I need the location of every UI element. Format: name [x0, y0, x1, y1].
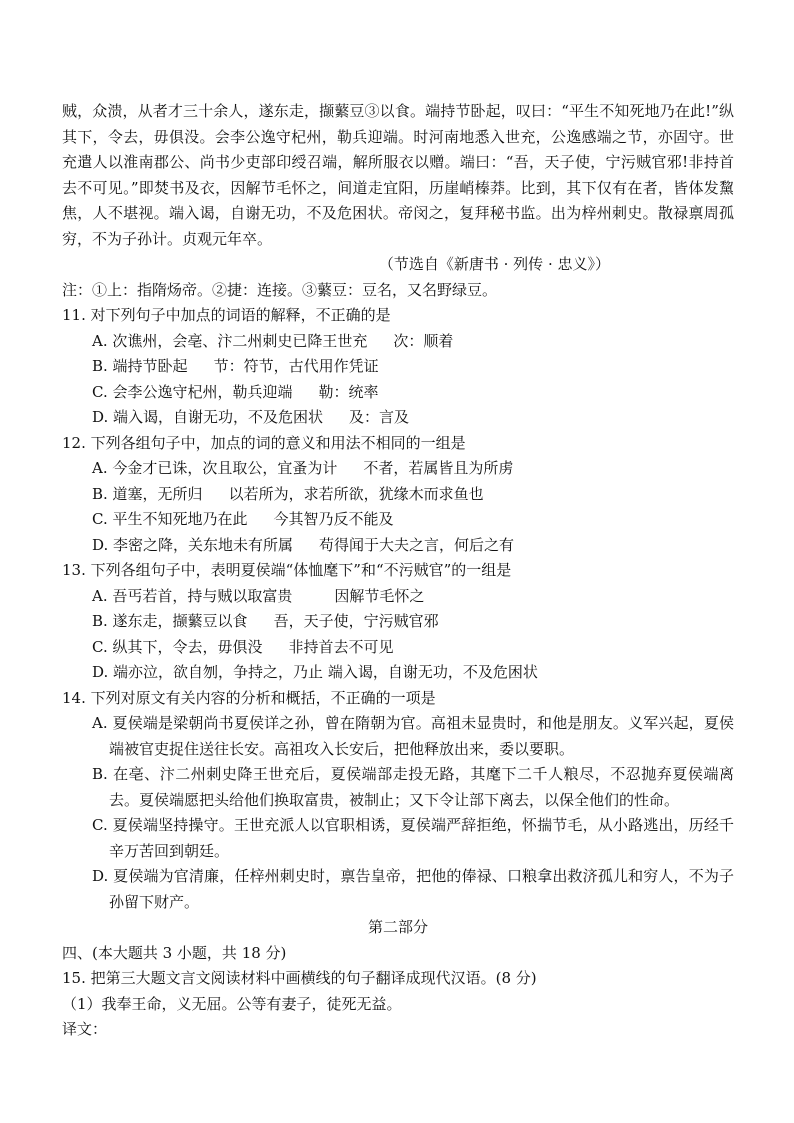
option-pair: 端入谒，自谢无功，不及危困状 [327, 663, 538, 681]
option-text: C. 平生不知死地乃在此 [92, 510, 248, 528]
option-pair: 非持首去不可见 [288, 637, 394, 656]
option-note: 及：言及 [349, 408, 410, 426]
question-14-option-d: D. 夏侯端为官清廉，任梓州刺史时，禀告皇帝，把他的俸禄、口粮拿出救济孤儿和穷人，不为子孙留下财产。 [92, 867, 734, 911]
option-text: A. 次谯州，会亳、汴二州刺史已降王世充 [92, 331, 368, 350]
question-12-option-d [62, 533, 734, 559]
question-11-option-a [62, 329, 734, 355]
question-11-option-c [62, 380, 734, 406]
option-text: D. 李密之降，关东地未有所属 [92, 535, 294, 554]
question-12-option-c [62, 507, 734, 533]
question-12-option-b [62, 482, 734, 508]
question-15-item-1: （1）我奉王命，义无屈。公等有妻子，徒死无益。 [62, 994, 402, 1013]
part-two-heading: 第二部分 [367, 918, 428, 936]
option-text: B. 遂东走，撷蘩豆以食 [92, 612, 248, 630]
option-text: A. 吾丐若首，持与贼以取富贵 [92, 586, 293, 605]
question-13-option-b [62, 609, 734, 635]
question-15-stem: 15. 把第三大题文言文阅读材料中画横线的句子翻译成现代汉语。(8 分) [62, 969, 537, 987]
question-14-option-b: B. 在亳、汴二州刺史降王世充后，夏侯端部走投无路，其麾下二千人粮尽，不忍抛弃夏侯端离去。夏侯端愿把头给他们换取富贵，被制止；又下令让部下离去，以保全他们的性命。 [92, 765, 734, 809]
option-text: A. 今金才已诛，次且取公，宜蚤为计 [92, 459, 338, 477]
option-pair: 不者，若属皆且为所虏 [363, 459, 514, 477]
option-text: B. 道塞，无所归 [92, 484, 203, 503]
question-14-option-c: C. 夏侯端坚持操守。王世充派人以官职相诱，夏侯端严辞拒绝，怀揣节毛，从小路逃出，历经千辛万苦回到朝廷。 [92, 816, 734, 860]
option-pair: 因解节毛怀之 [334, 586, 425, 605]
passage-paragraph: 贼，众溃，从者才三十余人，遂东走，撷蘩豆③以食。端持节卧起，叹曰：“平生不知死地乃在此!”纵其下，令去，毋俱没。会李公逸守杞州，勒兵迎端。时河南地悉入世充，公逸感端之节，亦固守。世充遣人以淮南郡公、尚书少吏部印绶召端，解所服衣以赠。端曰：“吾，天子使，宁污贼官邪!非持首去不可见。”即焚书及衣，因解节毛怀之，间道走宜阳，历崖峭榛莽。比到，其下仅有在者，皆体发黧焦，人不堪视。端入谒，自谢无功，不及危困状。帝闵之，复拜秘书监。出为梓州刺史。散禄禀周孤穷，不为子孙计。贞观元年卒。 [62, 102, 734, 248]
question-11-option-b [62, 354, 734, 380]
option-text: D. 端亦泣，欲自刎，争持之，乃止 [92, 663, 324, 681]
option-pair: 吾，天子使，宁污贼官邪 [273, 612, 439, 630]
option-note: 节：符节，古代用作凭证 [213, 357, 379, 375]
option-pair: 今其智乃反不能及 [273, 510, 394, 528]
question-13-stem: 13. 下列各组句子中，表明夏侯端“体恤麾下”和“不污贼官”的一组是 [62, 561, 512, 579]
option-text: C. 纵其下，令去，毋俱没 [92, 637, 263, 656]
question-13-option-c [62, 635, 734, 661]
option-text: C. 会李公逸守杞州，勒兵迎端 [92, 382, 293, 401]
question-11-option-d [62, 405, 734, 431]
question-12-option-a [62, 456, 734, 482]
question-14-option-a: A. 夏侯端是梁朝尚书夏侯详之孙，曾在隋朝为官。高祖未显贵时，和他是朋友。义军兴起，夏侯端被官吏捉住送往长安。高祖攻入长安后，把他释放出来，委以要职。 [92, 714, 734, 758]
option-text: B. 端持节卧起 [92, 357, 188, 375]
question-13-option-d [62, 660, 734, 686]
question-12-stem: 12. 下列各组句子中，加点的词的意义和用法不相同的一组是 [62, 433, 466, 452]
option-note: 次：顺着 [393, 331, 454, 350]
question-13-option-a [62, 584, 734, 610]
document-page [62, 99, 734, 1043]
question-14-stem: 14. 下列对原文有关内容的分析和概括，不正确的一项是 [62, 688, 436, 707]
translation-label: 译文： [62, 1020, 108, 1038]
option-text: D. 端入谒，自谢无功，不及危困状 [92, 408, 324, 426]
passage-source: （节选自《新唐书 · 列传 · 忠义》） [378, 255, 610, 273]
annotation-notes: 注：①上：指隋炀帝。②捷：连接。③蘩豆：豆名，又名野绿豆。 [62, 280, 498, 299]
option-note: 勒：统率 [318, 382, 379, 401]
option-pair: 以若所为，求若所欲，犹缘木而求鱼也 [228, 484, 484, 503]
section-four-heading: 四、(本大题共 3 小题，共 18 分) [62, 943, 287, 962]
option-pair: 苟得闻于大夫之言，何后之有 [319, 535, 515, 554]
question-11-stem: 11. 对下列句子中加点的词语的解释，不正确的是 [62, 306, 391, 324]
